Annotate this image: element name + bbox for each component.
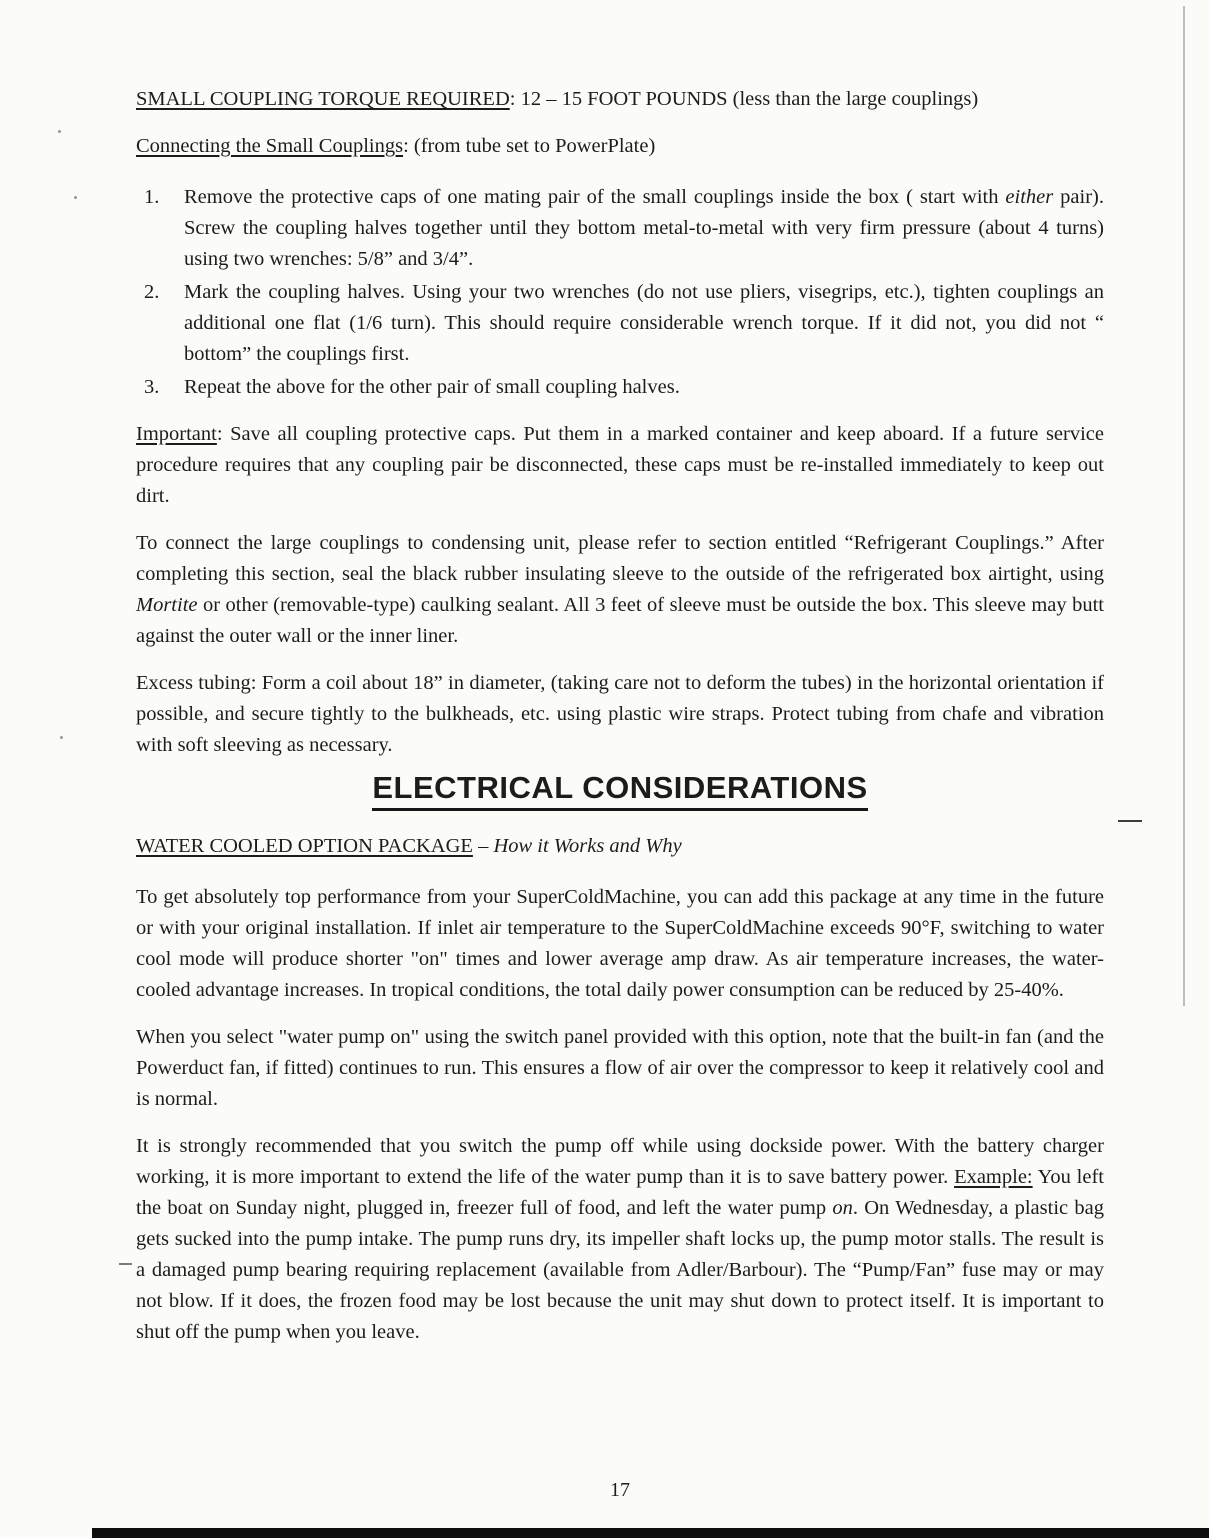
paragraph-important — [136, 419, 1104, 512]
dockside-italic-on: on — [832, 1197, 853, 1219]
scan-artifact-dash-right — [1118, 820, 1142, 822]
large-couplings-italic-mortite: Mortite — [136, 594, 198, 616]
water-cooled-italic-subtitle: How it Works and Why — [493, 835, 682, 857]
dockside-text-post: . On Wednesday, a plastic bag gets sucked into the pump intake. The pump runs dry, its impeller shaft locks up, the pump motor stalls. The result is a damaged pump bearing requiring replacement (available from Adler/Barbour). The “Pump/Fan” fuse may or may not blow. If it does, the frozen food may be lost because the unit may shut down to protect itself. It is important to shut off the pump when you leave. — [136, 1197, 1104, 1343]
important-text: : Save all coupling protective caps. Put them in a marked container and keep aboard. If a future service procedure requires that any coupling pair be disconnected, these caps must be re-installed immediately to keep out dirt. — [136, 423, 1104, 507]
list-item-step-1 — [144, 182, 1104, 275]
water-cooled-label: WATER COOLED OPTION PACKAGE — [136, 835, 473, 857]
paragraph-dockside — [136, 1131, 1104, 1348]
connecting-text: : (from tube set to PowerPlate) — [403, 135, 656, 157]
scan-artifact-vertical-line — [1183, 6, 1185, 1006]
torque-required-text: : 12 – 15 FOOT POUNDS (less than the large couplings) — [509, 88, 979, 110]
important-label: Important — [136, 423, 217, 445]
dockside-text-mid: You left the boat on Sunday night, plugged in, freezer full of food, and left the water pump — [136, 1166, 1104, 1219]
water-cooled-dash: – — [472, 835, 494, 857]
subheading-water-cooled — [136, 831, 1104, 862]
large-couplings-text-pre: To connect the large couplings to condensing unit, please refer to section entitled “Refrigerant Couplings.” After completing this section, seal the black rubber insulating sleeve to the outside of the refrigerated box airtight, using — [136, 532, 1104, 585]
step-2-text: Mark the coupling halves. Using your two wrenches (do not use pliers, visegrips, etc.), tighten couplings an additional one flat (1/6 turn). This should require considerable wrench torque. If it did not, you did not “ bottom” the couplings first. — [184, 281, 1104, 365]
scan-artifact-speck — [58, 130, 61, 133]
paragraph-large-couplings — [136, 528, 1104, 652]
connecting-heading: Connecting the Small Couplings — [136, 135, 404, 157]
dockside-example-label: Example: — [954, 1166, 1033, 1188]
scan-artifact-speck — [60, 736, 63, 739]
large-couplings-text-post: or other (removable-type) caulking sealant. All 3 feet of sleeve must be outside the box. This sleeve may butt against the outer wall or the inner liner. — [136, 594, 1104, 647]
document-content — [136, 84, 1104, 1364]
step-3-text: Repeat the above for the other pair of small coupling halves. — [184, 376, 680, 398]
paragraph-torque-required — [136, 84, 1104, 115]
page-number: 17 — [610, 1479, 630, 1501]
scan-artifact-speck — [74, 196, 77, 199]
numbered-step-list — [144, 182, 1104, 403]
step-3-number: 3. — [144, 376, 160, 398]
torque-required-heading: SMALL COUPLING TORQUE REQUIRED — [136, 88, 510, 110]
paragraph-connecting-small-couplings — [136, 131, 1104, 162]
paragraph-pump-on: When you select "water pump on" using the switch panel provided with this option, note that the built-in fan (and the Powerduct fan, if fitted) continues to run. This ensures a flow of air over the compressor to keep it relatively cool and is normal. — [136, 1026, 1104, 1110]
dockside-text-pre: It is strongly recommended that you switch the pump off while using dockside power. With the battery charger working, it is more important to extend the life of the water pump than it is to save battery power. — [136, 1135, 1104, 1188]
electrical-considerations-heading: ELECTRICAL CONSIDERATIONS — [372, 769, 867, 811]
step-1-text — [184, 182, 1104, 275]
list-item-step-3 — [144, 372, 1104, 403]
section-heading-wrap — [136, 769, 1104, 811]
step-1-text-post: pair). Screw the coupling halves together until they bottom metal-to-metal with very firm pressure (about 4 turns) using two wrenches: 5/8” and 3/4”. — [184, 186, 1104, 270]
step-1-text-pre: Remove the protective caps of one mating pair of the small couplings inside the box ( start with — [184, 186, 1006, 208]
scan-artifact-dash-left — [119, 1263, 132, 1265]
step-1-italic-either: either — [1005, 186, 1054, 208]
scan-artifact-bottom-edge — [92, 1528, 1209, 1538]
paragraph-performance: To get absolutely top performance from your SuperColdMachine, you can add this package at any time in the future or with your original installation. If inlet air temperature to the SuperColdMachine exceeds 90°F, switching to water cool mode will produce shorter "on" times and lower average amp draw. As air temperature increases, the water-cooled advantage increases. In tropical conditions, the total daily power consumption can be reduced by 25-40%. — [136, 886, 1104, 1001]
list-item-step-2 — [144, 277, 1104, 370]
step-1-number: 1. — [144, 186, 160, 208]
step-2-number: 2. — [144, 281, 160, 303]
paragraph-excess-tubing: Excess tubing: Form a coil about 18” in diameter, (taking care not to deform the tubes) in the horizontal orientation if possible, and secure tightly to the bulkheads, etc. using plastic wire straps. Protect tubing from chafe and vibration with soft sleeving as necessary. — [136, 672, 1104, 756]
